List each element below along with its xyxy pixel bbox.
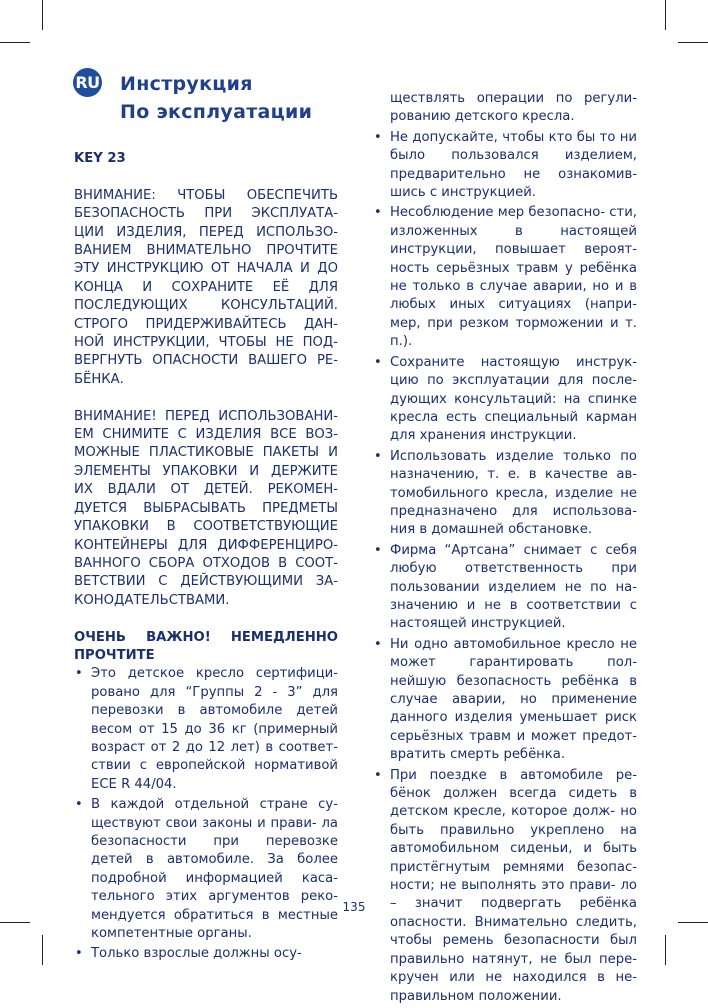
crop-mark — [665, 0, 666, 30]
list-item: • Сохраните настоящую инструк- цию по эксплуатации для после- дующих консультаций: на спинке кресла есть специальный карман для хранения инструкции. — [373, 354, 637, 446]
list-item: • При поездке в автомобиле ре- бёнок должен всегда сидеть в детском кресле, которое долж- но быть правильно укреплено на автомобильном сиденьи, и быть пристёгнутым ремнями безопас- ности; не выполнять это прави- ло – значит подвергать ребёнка опасности. Внимательно следить, чтобы ремень безопасности был правильно натянут, не был пере- кручен или не находился в не- правильном положении. — [373, 767, 637, 1006]
crop-mark — [665, 935, 666, 965]
page-title — [120, 70, 312, 126]
crop-mark — [678, 42, 708, 43]
left-column — [74, 150, 338, 966]
crop-mark — [678, 922, 708, 923]
title-line-1: Инструкция — [120, 73, 253, 95]
crop-mark — [0, 922, 30, 923]
list-item: • Использовать изделие только по назначению, т. е. в качестве ав- томобильного кресла, изделие не предназначено для использова- ния в домашней обстановке. — [373, 448, 637, 540]
model-name: KEY 23 — [74, 151, 126, 166]
list-item: • Только взрослые должны осу- — [74, 945, 338, 963]
important-heading: ОЧЕНЬ ВАЖНО! НЕМЕДЛЕННО ПРОЧТИТЕ — [74, 629, 338, 663]
list-item: • Ни одно автомобильное кресло не может гарантировать пол- нейшую безопасность ребёнка в случае аварии, но применение данного изделия уменьшает риск серьёзных травм и может предот- вратить смерть ребёнка. — [373, 636, 637, 765]
language-badge: RU — [73, 68, 102, 97]
warning-paragraph-1: ВНИМАНИЕ: ЧТОБЫ ОБЕСПЕЧИТЬ БЕЗОПАСНОСТЬ ПРИ ЭКСПЛУАТА- ЦИИ ИЗДЕЛИЯ, ПЕРЕД ИСПОЛЬЗО- ВАНИЕМ ВНИМАТЕЛЬНО ПРОЧТИТЕ ЭТУ ИНСТРУКЦИЮ ОТ НАЧАЛА И ДО КОНЦА И СОХРАНИТЕ ЕЁ ДЛЯ ПОСЛЕДУЮЩИХ КОНСУЛЬТАЦИЙ. СТРОГО ПРИДЕРЖИВАЙТЕСЬ ДАН- НОЙ ИНСТРУКЦИИ, ЧТОБЫ НЕ ПОД- ВЕРГНУТЬ ОПАСНОСТИ ВАШЕГО РЕ- БЁНКА. — [74, 187, 338, 387]
crop-mark — [42, 0, 43, 30]
right-column — [373, 90, 637, 1008]
list-item: • Фирма “Артсана” снимает с себя любую ответственность при пользовании изделием не по на- значению и не в соответствии с настоящей инструкцией. — [373, 542, 637, 634]
crop-mark — [42, 935, 43, 965]
warning-paragraph-2: ВНИМАНИЕ! ПЕРЕД ИСПОЛЬЗОВАНИ- ЕМ СНИМИТЕ С ИЗДЕЛИЯ ВСЕ ВОЗ- МОЖНЫЕ ПЛАСТИКОВЫЕ ПАКЕТЫ И ЭЛЕМЕНТЫ УПАКОВКИ И ДЕРЖИТЕ ИХ ВДАЛИ ОТ ДЕТЕЙ. РЕКОМЕН- ДУЕТСЯ ВЫБРАСЫВАТЬ ПРЕДМЕТЫ УПАКОВКИ В СООТВЕТСТВУЮЩИЕ КОНТЕЙНЕРЫ ДЛЯ ДИФФЕРЕНЦИРО- ВАННОГО СБОРА ОТХОДОВ В СООТ- ВЕТСТВИИ С ДЕЙСТВУЮЩИМИ ЗА- КОНОДАТЕЛЬСТВАМИ. — [74, 408, 338, 608]
list-item: • Это детское кресло сертифици- ровано для “Группы 2 - 3” для перевозки в автомобиле детей весом от 15 до 36 кг (примерный возраст от 2 до 12 лет) в соответ- ствии с европейской нормативой ECE R 44/04. — [74, 665, 338, 794]
list-item: • Не допускайте, чтобы кто бы то ни было пользовался изделием, предварительно не ознакомив- шись с инструкцией. — [373, 129, 637, 203]
page-number: 135 — [342, 900, 366, 914]
safety-list — [373, 129, 637, 1006]
title-line-2: По эксплуатации — [120, 101, 313, 123]
crop-mark — [0, 42, 30, 43]
safety-list — [74, 665, 338, 964]
list-item: • Несоблюдение мер безопасно- сти, изложенных в настоящей инструкции, повышает вероят- ность серьёзных травм у ребёнка не только в случае аварии, но и в любых иных ситуациях (напри- мер, при резком торможении и т. п.). — [373, 204, 637, 351]
list-item: • В каждой отдельной стране су- ществуют свои законы и прави- ла безопасности при перевозке детей в автомобиле. За более подробной информацией каса- тельного этих аргументов реко- мендуется обратиться в местные компетентные органы. — [74, 796, 338, 943]
list-item-continuation: ществлять операции по регули- рованию детского кресла. — [390, 91, 637, 125]
